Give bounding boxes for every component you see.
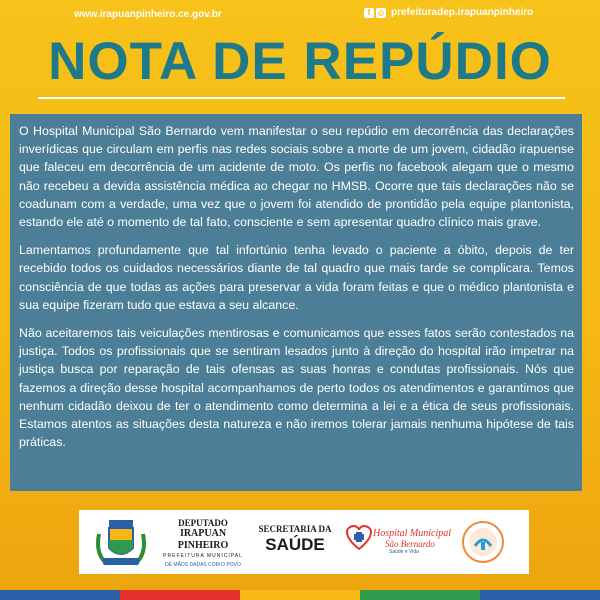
secretaria-logo (257, 524, 333, 555)
paragraph-1: O Hospital Municipal São Bernardo vem manifestar o seu repúdio em decorrência das declarações inverídicas que circulam em perfis nas redes sociais sobre a morte de um jovem, cidadão irapuense que faleceu em decorrência de um acidente de moto. Os perfis no facebook alegam que o mesmo não recebeu a devida assistência médica ao chegar no HMSB. Ocorre que tais declarações não se coadunam com a verdade, uma vez que o jovem foi atendido de prontidão pela equipe plantonista, estando ele até o momento de tal fato, consciente e sem apresentar quadro clínico mais grave. (19, 124, 574, 230)
paragraph-2: Lamentamos profundamente que tal infortúnio tenha levado o paciente a óbito, depois de ter recebido todos os cuidados necessários diante de tal quadro que mais tarde se complicara. Temos consciência de que todas as ações para preservar a vida foram feitas e que o médico plantonista e sua equipe fizeram tudo que estava a seu alcance. (19, 243, 574, 312)
top-bar (0, 6, 600, 22)
facebook-icon: f (364, 8, 374, 18)
hospital-logo (373, 528, 455, 556)
website-url[interactable]: www.irapuanpinheiro.ce.gov.br (74, 9, 222, 20)
coat-of-arms-icon (93, 514, 149, 570)
hospital-line1: Hospital Municipal (373, 528, 452, 539)
stripe-yellow (240, 590, 360, 600)
social-handle-text: prefeituradep.irapuanpinheiro (391, 7, 534, 18)
paragraph-3: Não aceitaremos tais veiculações mentirosas e comunicamos que esses fatos serão contestados na justiça. Todos os profissionais que se sentiram lesados junto à direção do hospital irão impetrar na justiça busca por reparação de tais ofensas as suas honras e condutas profissionais. Nós que fazemos a direção desse hospital acompanhamos de perto todos os atendimentos e garantimos que nenhum cidadão deixou de ter o atendimento como determina a lei e a ética de seus profissionais. Estamos atentos as situações desta natureza e não iremos tolerar jamais nenhuma hipótese de tais práticas. (19, 326, 574, 450)
stripe-red (120, 590, 240, 600)
prefeitura-line1: DEPUTADO (178, 518, 228, 528)
stripe-green (360, 590, 480, 600)
stripe-blue-2 (480, 590, 600, 600)
health-seal-icon (461, 520, 505, 564)
footer-logos (79, 510, 529, 574)
prefeitura-line4: DE MÃOS DADAS COM O POVO (165, 562, 241, 568)
hospital-line2: São Bernardo (385, 539, 435, 549)
social-handle[interactable] (364, 7, 533, 18)
statement-panel (10, 114, 582, 491)
hospital-heart-icon (345, 524, 373, 552)
secretaria-line1: SECRETARIA DA (258, 524, 332, 534)
page-title: NOTA DE REPÚDIO (48, 32, 552, 91)
flag-stripes (0, 590, 600, 600)
secretaria-line2: SAÚDE (265, 535, 325, 554)
instagram-icon: ◎ (377, 7, 385, 17)
stripe-blue (0, 590, 120, 600)
hospital-line3: Saúde e Vida (389, 549, 419, 555)
prefeitura-logo (155, 518, 251, 569)
prefeitura-line3: PREFEITURA MUNICIPAL (163, 553, 243, 559)
title-divider (38, 97, 565, 99)
prefeitura-line2: IRAPUAN PINHEIRO (177, 528, 229, 551)
